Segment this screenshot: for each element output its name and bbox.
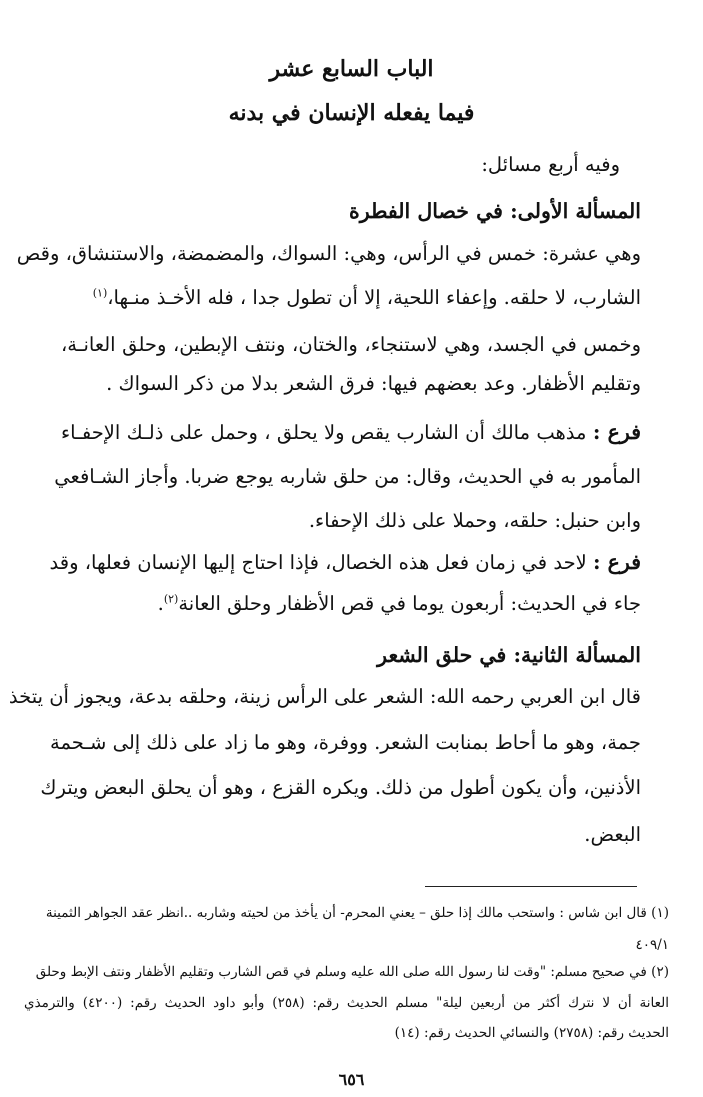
branch2-label: فرع : bbox=[592, 550, 641, 574]
issue1-topic: في خصال الفطرة bbox=[349, 199, 503, 223]
issue2-line-3: الأذنين، وأن يكون أطول من ذلك. ويكره القزع ، وهو أن يحلق البعض ويترك bbox=[40, 776, 641, 799]
issue2-line-4: البعض. bbox=[584, 823, 641, 846]
branch2-line-1-text: لاحد في زمان فعل هذه الخصال، فإذا احتاج إليها الإنسان فعلها، وقد bbox=[49, 551, 587, 574]
footnote-1-line-1 bbox=[24, 904, 669, 922]
footnote-divider bbox=[425, 886, 637, 887]
issue2-line-2: جمة، وهو ما أحاط بمنابت الشعر. ووفرة، وهو ما زاد على ذلك إلى شـحمة bbox=[50, 731, 641, 754]
branch1-line-1-text: مذهب مالك أن الشارب يقص ولا يحلق ، وحمل على ذلـك الإحفـاء bbox=[61, 421, 587, 444]
issue1-line-2-text: الشارب، لا حلقه. وإعفاء اللحية، إلا أن تطول جدا ، فله الأخـذ منـها، bbox=[107, 286, 641, 309]
issue2-label: المسألة الثانية: bbox=[513, 643, 641, 667]
branch1-line-2: المأمور به في الحديث، وقال: من حلق شاربه يوجع ضربا. وأجاز الشـافعي bbox=[54, 465, 641, 488]
branch1-label: فرع : bbox=[592, 420, 641, 444]
issue2-heading bbox=[61, 643, 641, 667]
chapter-subtitle: فيما يفعله الإنسان في بدنه bbox=[228, 100, 475, 126]
branch2-line-1 bbox=[49, 550, 641, 575]
branch2-line-2-end: . bbox=[157, 592, 164, 615]
intro-text: وفيه أربع مسائل: bbox=[481, 153, 620, 176]
page-number: ٦٥٦ bbox=[338, 1070, 365, 1089]
footnote-2-mark: (٢) bbox=[651, 964, 669, 980]
issue1-line-4: وتقليم الأظفار. وعد بعضهم فيها: فرق الشعر بدلا من ذكر السواك . bbox=[106, 372, 641, 395]
issue2-topic: في حلق الشعر bbox=[377, 643, 507, 667]
footnote-1-mark: (١) bbox=[651, 905, 669, 921]
footnote-1-line-2: ٤٠٩/١ bbox=[635, 937, 669, 953]
issue1-line-2 bbox=[61, 286, 641, 310]
footnote-ref-2: (٢) bbox=[163, 592, 179, 606]
branch1-line-1 bbox=[61, 420, 641, 445]
footnote-ref-1: (١) bbox=[92, 286, 108, 300]
branch1-line-3: وابن حنبل: حلقه، وحملا على ذلك الإحفاء. bbox=[308, 509, 641, 532]
footnote-2-line-3: الحديث رقم: (٢٧٥٨) والنسائي الحديث رقم: (١٤) bbox=[394, 1025, 669, 1041]
footnote-2-line-1 bbox=[24, 963, 669, 981]
branch2-line-2 bbox=[61, 592, 641, 616]
issue1-label: المسألة الأولى: bbox=[510, 199, 641, 223]
branch2-line-2-text: جاء في الحديث: أربعون يوما في قص الأظفار وحلق العانة bbox=[178, 592, 641, 615]
footnote-2-text: في صحيح مسلم: "وقت لنا رسول الله صلى الله عليه وسلم في قص الشارب وتقليم الأظفار ونتف الإبط وحلق bbox=[35, 964, 647, 980]
issue2-line-1: قال ابن العربي رحمه الله: الشعر على الرأس زينة، وحلقه بدعة، ويجوز أن يتخذ bbox=[8, 685, 641, 708]
chapter-title: الباب السابع عشر bbox=[269, 56, 434, 82]
issue1-line-3: وخمس في الجسد، وهي لاستنجاء، والختان، ونتف الإبطين، وحلق العانـة، bbox=[61, 333, 641, 356]
footnote-2-line-2: العانة أن لا نترك أكثر من أربعين ليلة" مسلم الحديث رقم: (٢٥٨) وأبو داود الحديث رقم: (٤٢٠٠) والترمذي bbox=[24, 995, 669, 1011]
issue1-heading bbox=[61, 199, 641, 223]
footnote-1-text: قال ابن شاس : واستحب مالك إذا حلق – يعني المحرم- أن يأخذ من لحيته وشاربه ..انظر عقد الجواهر الثمينة bbox=[45, 905, 647, 921]
issue1-line-1: وهي عشرة: خمس في الرأس، وهي: السواك، والمضمضة، والاستنشاق، وقص bbox=[16, 242, 641, 265]
